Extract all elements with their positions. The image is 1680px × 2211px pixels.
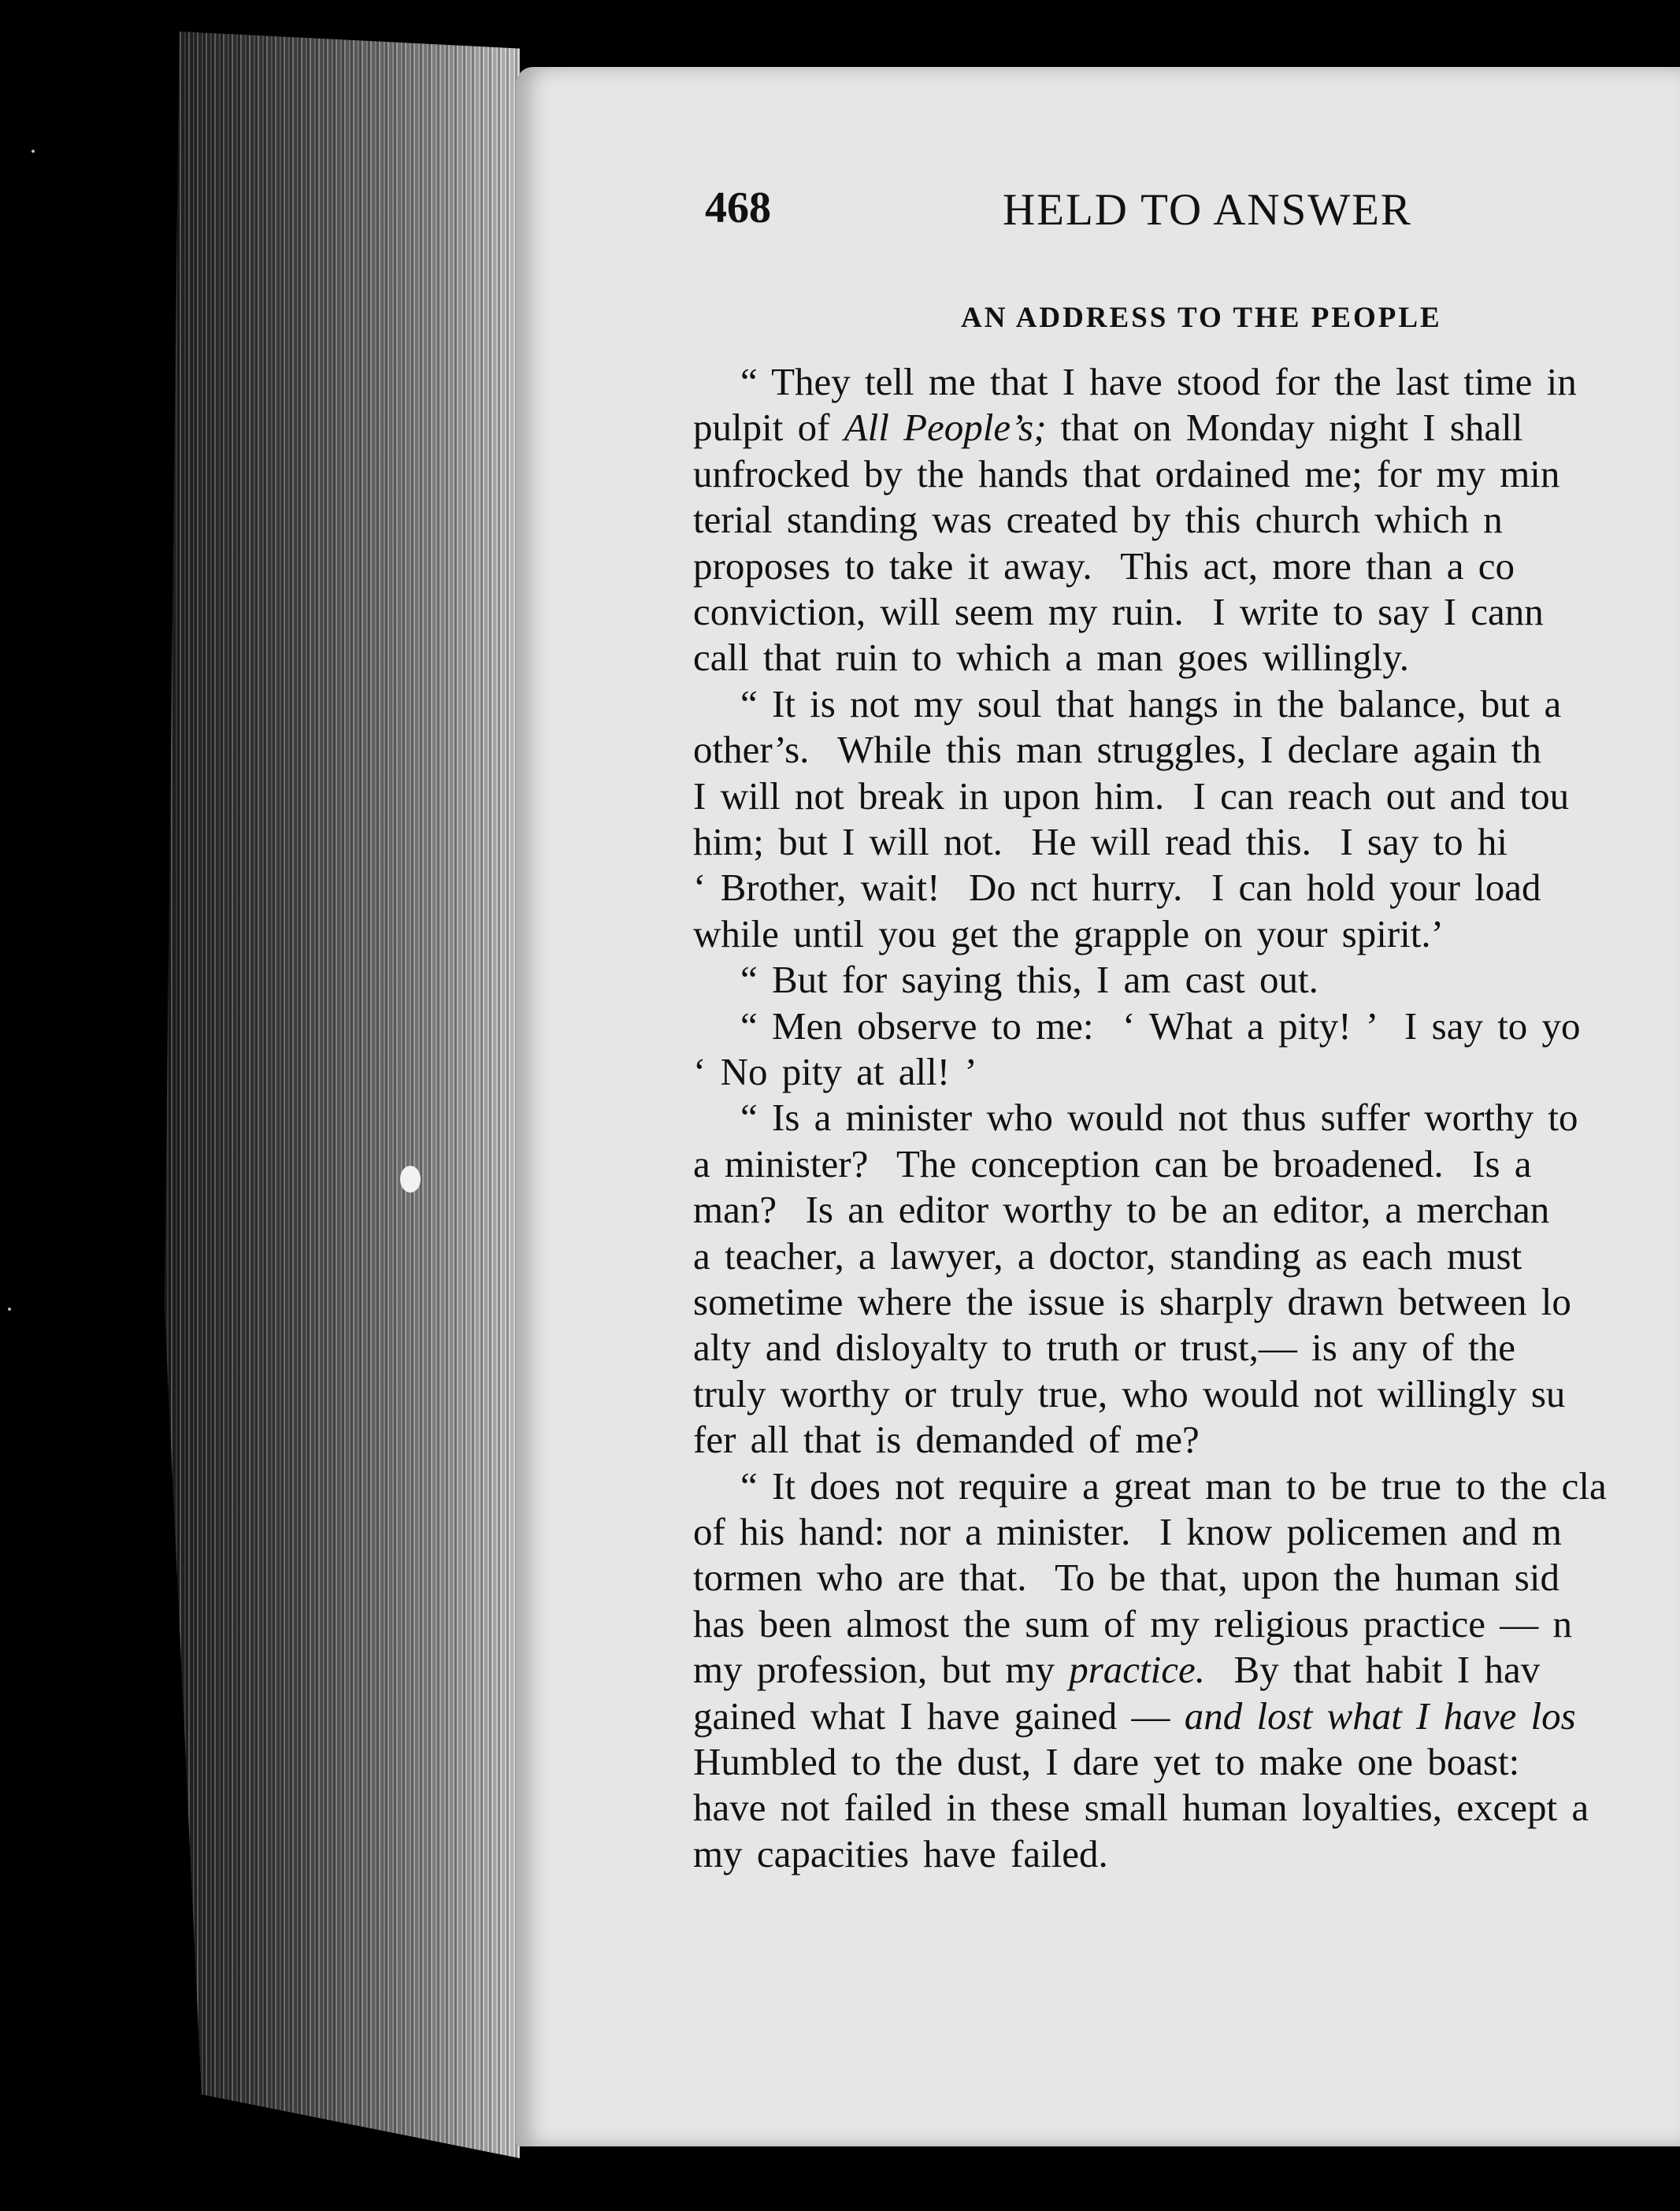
text-run: “ But for saying this, I am cast out. <box>740 958 1318 1002</box>
text-line <box>693 404 1522 451</box>
text-line <box>693 773 1569 820</box>
text-run: By that habit I hav <box>1205 1648 1541 1692</box>
text-run: a minister? The conception can be broadened. Is a <box>693 1141 1532 1185</box>
text-line <box>693 496 1503 543</box>
text-run: truly worthy or truly true, who would not willingly su <box>693 1371 1566 1415</box>
text-run: of his hand: nor a minister. I know policemen and m <box>693 1510 1562 1553</box>
text-line <box>693 1416 1200 1463</box>
text-line <box>693 1646 1540 1693</box>
text-line <box>693 451 1559 498</box>
text-run: has been almost the sum of my religious practice — n <box>693 1601 1572 1645</box>
text-line <box>693 1693 1576 1740</box>
text-run: “ Men observe to me: ‘ What a pity! ’ I say to yo <box>740 1003 1581 1048</box>
text-line <box>693 1784 1589 1831</box>
running-title: HELD TO ANSWER <box>1003 185 1412 235</box>
text-line <box>693 864 1541 911</box>
text-run: call that ruin to which a man goes willingly. <box>693 636 1409 680</box>
text-run: pulpit of <box>693 406 844 450</box>
text-run: that on Monday night I shall <box>1046 406 1523 450</box>
text-run: sometime where the issue is sharply drawn between lo <box>693 1280 1571 1323</box>
text-line <box>693 588 1544 636</box>
text-run: I will not break in upon him. I can reach out and tou <box>693 773 1570 818</box>
text-run: fer all that is demanded of me? <box>693 1418 1200 1462</box>
binding-hole <box>400 1166 421 1193</box>
text-run: “ It is not my soul that hangs in the balance, but a <box>740 681 1562 725</box>
text-run: proposes to take it away. This act, more than a co <box>693 543 1515 588</box>
text-run: other’s. While this man struggles, I declare again th <box>693 728 1541 772</box>
text-line <box>693 1738 1519 1786</box>
text-line <box>693 543 1515 590</box>
text-line <box>693 1831 1108 1878</box>
text-run: unfrocked by the hands that ordained me; for my min <box>693 451 1560 495</box>
text-line <box>693 1508 1562 1556</box>
text-run: gained what I have gained — <box>693 1693 1185 1738</box>
text-line <box>693 1554 1559 1601</box>
body-text <box>693 358 1680 1934</box>
text-run: terial standing was created by this church which n <box>693 498 1503 542</box>
text-line <box>693 1048 977 1096</box>
text-line <box>693 1186 1549 1233</box>
book-page-edges <box>150 32 520 2158</box>
text-line <box>693 1141 1532 1188</box>
text-run: ‘ Brother, wait! Do nct hurry. I can hold your load <box>693 866 1541 910</box>
text-run: “ It does not require a great man to be true to the cla <box>740 1463 1607 1508</box>
text-run: him; but I will not. He will read this. I say to hi <box>693 820 1508 863</box>
text-run: man? Is an editor worthy to be an editor, a merchan <box>693 1188 1550 1232</box>
page-header <box>705 183 1680 246</box>
text-run: alty and disloyalty to truth or trust,— is any of the <box>693 1326 1515 1370</box>
page-number: 468 <box>705 184 771 232</box>
text-run: my profession, but my <box>693 1648 1070 1692</box>
text-line <box>693 1233 1522 1280</box>
text-line <box>740 1094 1578 1141</box>
text-run: conviction, will seem my ruin. I write to say I cann <box>693 590 1544 633</box>
text-line <box>693 726 1541 773</box>
text-run: my capacities have failed. <box>693 1831 1108 1875</box>
text-line <box>740 358 1577 406</box>
text-line <box>740 956 1318 1003</box>
text-line <box>740 681 1561 728</box>
text-line <box>693 911 1444 958</box>
text-run: Humbled to the dust, I dare yet to make one boast: <box>693 1740 1520 1783</box>
text-line <box>693 1601 1572 1648</box>
text-line <box>693 634 1409 681</box>
italic-text: and lost what I have los <box>1184 1693 1576 1738</box>
scan-speck <box>32 150 35 153</box>
text-run: a teacher, a lawyer, a doctor, standing as each must <box>693 1233 1522 1278</box>
text-run: ‘ No pity at all! ’ <box>693 1050 977 1093</box>
text-line <box>693 1278 1571 1326</box>
italic-text: practice. <box>1069 1648 1206 1692</box>
text-line <box>740 1003 1581 1050</box>
text-line <box>693 818 1508 866</box>
section-title: AN ADDRESS TO THE PEOPLE <box>961 302 1442 334</box>
scan-speck <box>8 1308 11 1311</box>
text-run: have not failed in these small human loyalties, except a <box>693 1786 1589 1830</box>
text-run: “ They tell me that I have stood for the last time in <box>740 360 1577 403</box>
text-run: “ Is a minister who would not thus suffer worthy to <box>740 1096 1578 1140</box>
text-line <box>693 1324 1515 1371</box>
italic-text: All People’s; <box>844 406 1047 450</box>
text-line <box>740 1463 1607 1510</box>
text-line <box>693 1371 1565 1418</box>
text-run: while until you get the grapple on your spirit.’ <box>693 911 1444 955</box>
text-run: tormen who are that. To be that, upon the human sid <box>693 1556 1559 1600</box>
